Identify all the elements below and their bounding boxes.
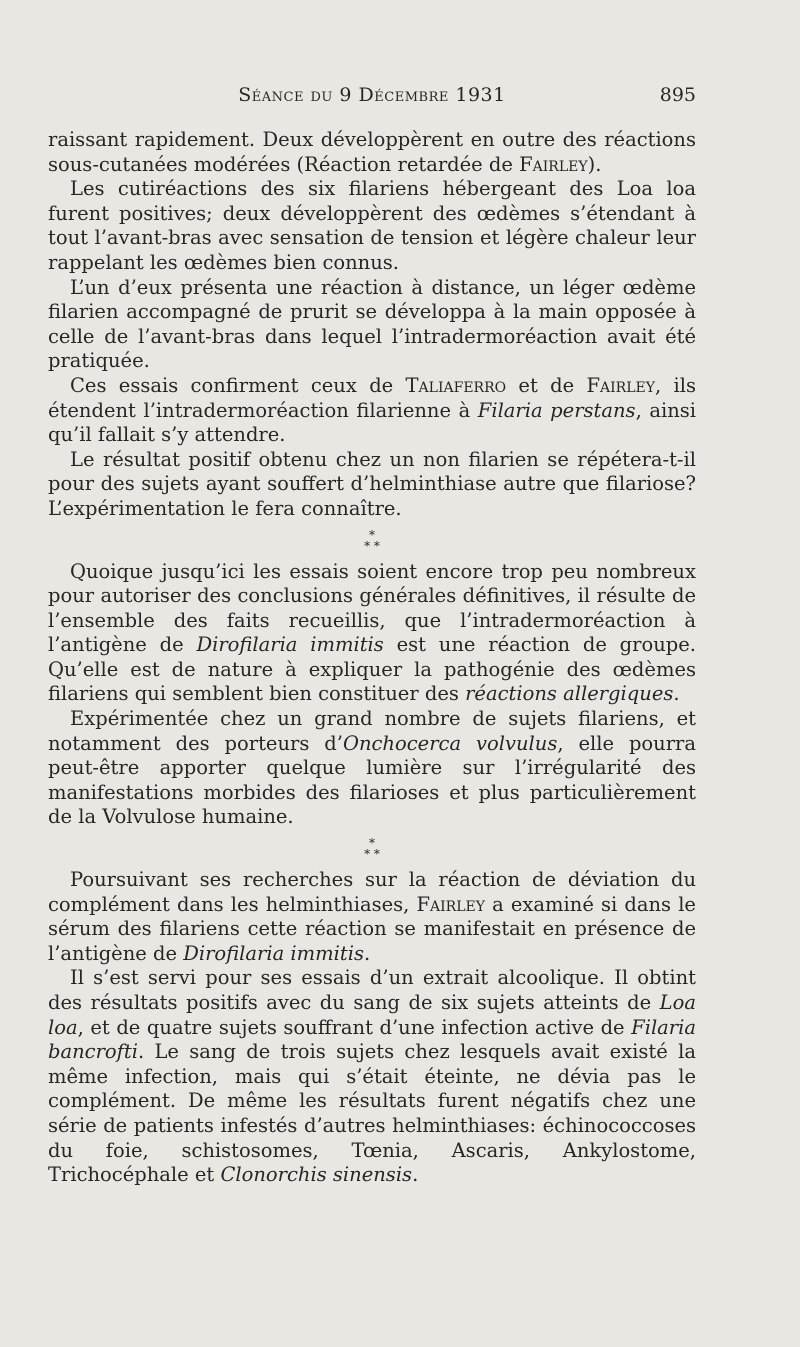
text-run: . Le sang de trois sujets chez lesquels avait existé la même infection, mais qui s’était éteinte, ne dévia pas le complément. De même les résultats furent négatifs chez une série de patients infestés d’autres helminthiases: échinococcoses du foie, schistosomes, Tœnia, Ascaris, Ankylostome, Trichocéphale et bbox=[48, 1040, 696, 1187]
text-run: . bbox=[412, 1163, 419, 1187]
text-run: , elle pourra peut-être apporter quelque lumière sur l’irrégularité des manifestations morbides des filarioses et plus particulièrement de la Volvulose humaine. bbox=[48, 731, 697, 829]
text-run: . bbox=[673, 682, 680, 706]
emphasis: réactions allergiques bbox=[465, 682, 674, 706]
text-run: , et de quatre sujets souffrant d’une infection active de bbox=[77, 1015, 632, 1039]
species-name: Filaria bancrofti bbox=[48, 1015, 696, 1064]
paragraph-7 bbox=[48, 707, 696, 830]
paragraph-4 bbox=[48, 374, 696, 448]
paragraph-2: Les cutiréactions des six filariens hébergeant des Loa loa furent positives; deux développèrent des œdèmes s’étendant à tout l’avant-bras avec sensation de tension et légère chaleur leur rappelant les œdèmes bien connus. bbox=[48, 177, 696, 274]
paragraph-8 bbox=[48, 868, 696, 966]
text-run: ). bbox=[587, 152, 602, 176]
text-run: et de bbox=[506, 373, 587, 397]
author-name: Fairley bbox=[416, 892, 485, 916]
author-name: Taliaferro bbox=[405, 373, 507, 397]
paragraph-1 bbox=[48, 128, 696, 177]
running-title: Séance du 9 Décembre 1931 bbox=[238, 84, 506, 106]
section-separator bbox=[48, 527, 696, 553]
species-name: Filaria perstans bbox=[477, 398, 636, 422]
text-run: , ainsi qu’il fallait s’y attendre. bbox=[48, 398, 696, 447]
text-run: Il s’est servi pour ses essais d’un extrait alcoolique. Il obtint des résultats positifs avec du sang de six sujets atteints de bbox=[48, 966, 696, 1014]
species-name: Dirofilaria immitis bbox=[183, 941, 364, 965]
section-separator bbox=[48, 838, 696, 860]
text-run: Quoique jusqu’ici les essais soient encore trop peu nombreux pour autoriser des conclusions générales définitives, il résulte de l’ensemble des faits recueillis, que l’intradermoréaction à l’antigène de bbox=[48, 559, 696, 657]
page-number: 895 bbox=[659, 84, 696, 106]
text-run: Poursuivant ses recherches sur la réaction de déviation du complément dans les helminthiases, bbox=[48, 868, 696, 916]
text-run: a examiné si dans le sérum des filariens cette réaction se manifestait en présence de l’antigène de bbox=[48, 892, 696, 965]
text-run: . bbox=[363, 941, 371, 965]
asterism-top: * bbox=[369, 527, 375, 542]
body-text bbox=[48, 128, 696, 1188]
author-name: Fairley bbox=[586, 373, 655, 397]
paragraph-3: L’un d’eux présenta une réaction à distance, un léger œdème filarien accompagné de prurit se développa à la main opposée à celle de l’avant-bras dans lequel l’intradermoréaction avait été pratiquée. bbox=[48, 275, 696, 373]
species-name: Onchocerca volvulus bbox=[342, 731, 558, 755]
asterism-bottom: * * bbox=[364, 847, 380, 862]
paragraph-6 bbox=[48, 560, 696, 708]
text-run: est une réaction de groupe. Qu’elle est de nature à expliquer la pathogénie des œdèmes filariens qui semblent bien constituer des bbox=[48, 633, 696, 706]
species-name: Clonorchis sinensis bbox=[220, 1163, 413, 1187]
asterism-bottom: * * bbox=[364, 538, 380, 553]
text-run: , ils étendent l’intradermoréaction filarienne à bbox=[48, 373, 696, 422]
author-name: Fairley bbox=[519, 152, 588, 176]
text-run: Ces essais confirment ceux de bbox=[70, 373, 406, 397]
running-head bbox=[48, 84, 696, 112]
paragraph-9 bbox=[48, 966, 696, 1187]
asterism-top: * bbox=[369, 836, 375, 851]
text-run: raissant rapidement. Deux développèrent en outre des réactions sous-cutanées modérées (Réaction retardée de bbox=[48, 128, 696, 176]
species-name: Loa loa bbox=[48, 991, 696, 1039]
paragraph-5: Le résultat positif obtenu chez un non filarien se répétera-t-il pour des sujets ayant souffert d’helminthiase autre que filariose? L’expérimentation le fera connaître. bbox=[48, 447, 696, 520]
species-name: Dirofilaria immitis bbox=[196, 633, 384, 657]
text-run: Expérimentée chez un grand nombre de sujets filariens, et notamment des porteurs d’ bbox=[48, 707, 696, 755]
